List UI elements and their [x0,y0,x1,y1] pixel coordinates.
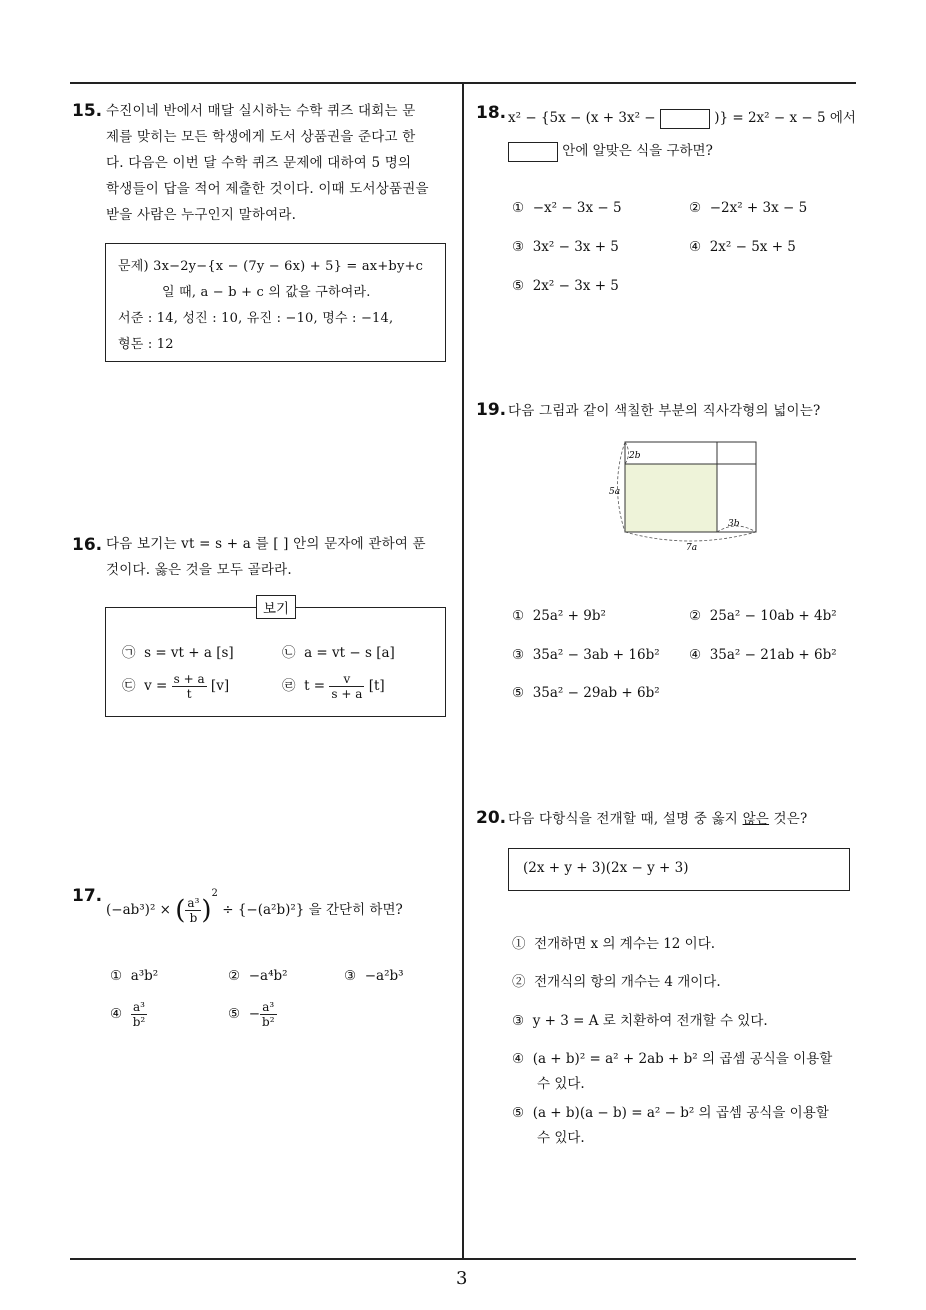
option-3[interactable]: ③ −a²b³ [344,968,404,984]
rectangle-figure [600,436,770,556]
expression-box: (2x + y + 3)(2x − y + 3) [508,848,850,891]
label-right: 3b [728,519,740,529]
option-3[interactable]: ③ 3x² − 3x + 5 [512,239,619,255]
option-5[interactable]: ⑤ − $\frac{\text{a³}}{\text{b²}}$ [228,1000,275,1029]
page-number: 3 [456,1268,468,1289]
option-4[interactable]: ④ $\frac{\text{a³}}{\text{b²}}$ [110,1000,146,1029]
label-bottom: 7a [686,543,698,553]
option-1[interactable]: ① 전개하면 x 의 계수는 12 이다. [512,936,716,952]
question-number: 15. [72,101,103,121]
fraction: $\frac{\text{a³}}{\text{b²}}$ [262,1000,275,1029]
question-text: 수진이네 반에서 매달 실시하는 수학 퀴즈 대회는 문 제를 맞히는 모든 학생에게 도서 상품권을 준다고 한 다. 다음은 이번 달 수학 퀴즈 문제에 대하여 5 명의 학생들이 답을 적어 제출한 것이다. 이때 도서상품권을 받을 사람은 누구인지 말하여라. [106,103,429,223]
question-number: 17. [72,886,103,906]
option-5[interactable]: ⑤ (a + b)(a − b) = a² − b² 의 곱셈 공식을 이용할 수 있다. [512,1105,829,1146]
option-2[interactable]: ② −2x² + 3x − 5 [689,200,808,216]
top-brace [625,442,629,464]
bogi-item: ㉠ s = vt + a [s] [122,645,234,661]
underlined-word: 않은 [742,811,770,827]
label-left: 5a [609,487,621,497]
question-number: 18. [476,103,507,123]
fraction: $\frac{s + a}{t}$ [173,672,205,701]
question-number: 16. [72,535,103,555]
bottom-rule [70,1258,856,1260]
option-2[interactable]: ② 25a² − 10ab + 4b² [689,608,837,624]
question-expression: (−ab³)² × ( $\frac{\text{a³}}{b}$ )$^2$ ÷ {−(a²b)²} 을 간단히 하면? [106,888,403,926]
option-3[interactable]: ③ y + 3 = A 로 치환하여 전개할 수 있다. [512,1013,768,1029]
column-divider [462,82,464,1259]
shaded-rectangle [625,464,717,532]
question-text: 다음 그림과 같이 색칠한 부분의 직사각형의 넓이는? [508,403,821,419]
question-text: 다음 보기는 vt = s + a 를 [ ] 안의 문자에 관하여 푼 것이다. 옳은 것을 모두 골라라. [106,536,426,578]
option-2[interactable]: ② −a⁴b² [228,968,288,984]
question-number: 19. [476,400,507,420]
bottom-brace [625,532,756,541]
bogi-box [105,601,446,717]
option-2[interactable]: ② 전개식의 항의 개수는 4 개이다. [512,974,721,990]
bogi-item: ㉣ t = $\frac{v}{s + a}$ [t] [282,672,385,701]
option-5[interactable]: ⑤ 2x² − 3x + 5 [512,278,619,294]
option-1[interactable]: ① −x² − 3x − 5 [512,200,622,216]
option-4[interactable]: ④ (a + b)² = a² + 2ab + b² 의 곱셈 공식을 이용할 수 있다. [512,1051,833,1092]
option-4[interactable]: ④ 2x² − 5x + 5 [689,239,796,255]
question-text: 다음 다항식을 전개할 때, 설명 중 옳지 않은 것은? [508,811,808,827]
option-4[interactable]: ④ 35a² − 21ab + 6b² [689,647,837,663]
fraction: $\frac{\text{a³}}{b}$ [187,896,200,925]
answer-blank [508,142,558,162]
option-3[interactable]: ③ 35a² − 3ab + 16b² [512,647,660,663]
bogi-item: ㉢ v = $\frac{s + a}{t}$ [v] [122,672,230,701]
question-number: 20. [476,808,507,828]
answer-blank [660,109,710,129]
bogi-title: 보기 [256,595,296,619]
problem-box: 문제) 3x−2y−{x − (7y − 6x) + 5} = ax+by+c 일 때, a − b + c 의 값을 구하여라. 서준 : 14, 성진 : 10, 유진 : −10, 명수 : −14, 형돈 : 12 [105,243,446,362]
option-5[interactable]: ⑤ 35a² − 29ab + 6b² [512,685,660,701]
option-1[interactable]: ① a³b² [110,968,159,984]
option-1[interactable]: ① 25a² + 9b² [512,608,606,624]
fraction: $\frac{\text{a³}}{\text{b²}}$ [132,1000,146,1029]
bogi-item: ㉡ a = vt − s [a] [282,645,395,661]
question-equation: x² − {5x − (x + 3x² − )} = 2x² − x − 5 에서 [508,106,856,129]
fraction: $\frac{v}{s + a}$ [331,672,363,701]
label-top: 2b [629,451,641,461]
